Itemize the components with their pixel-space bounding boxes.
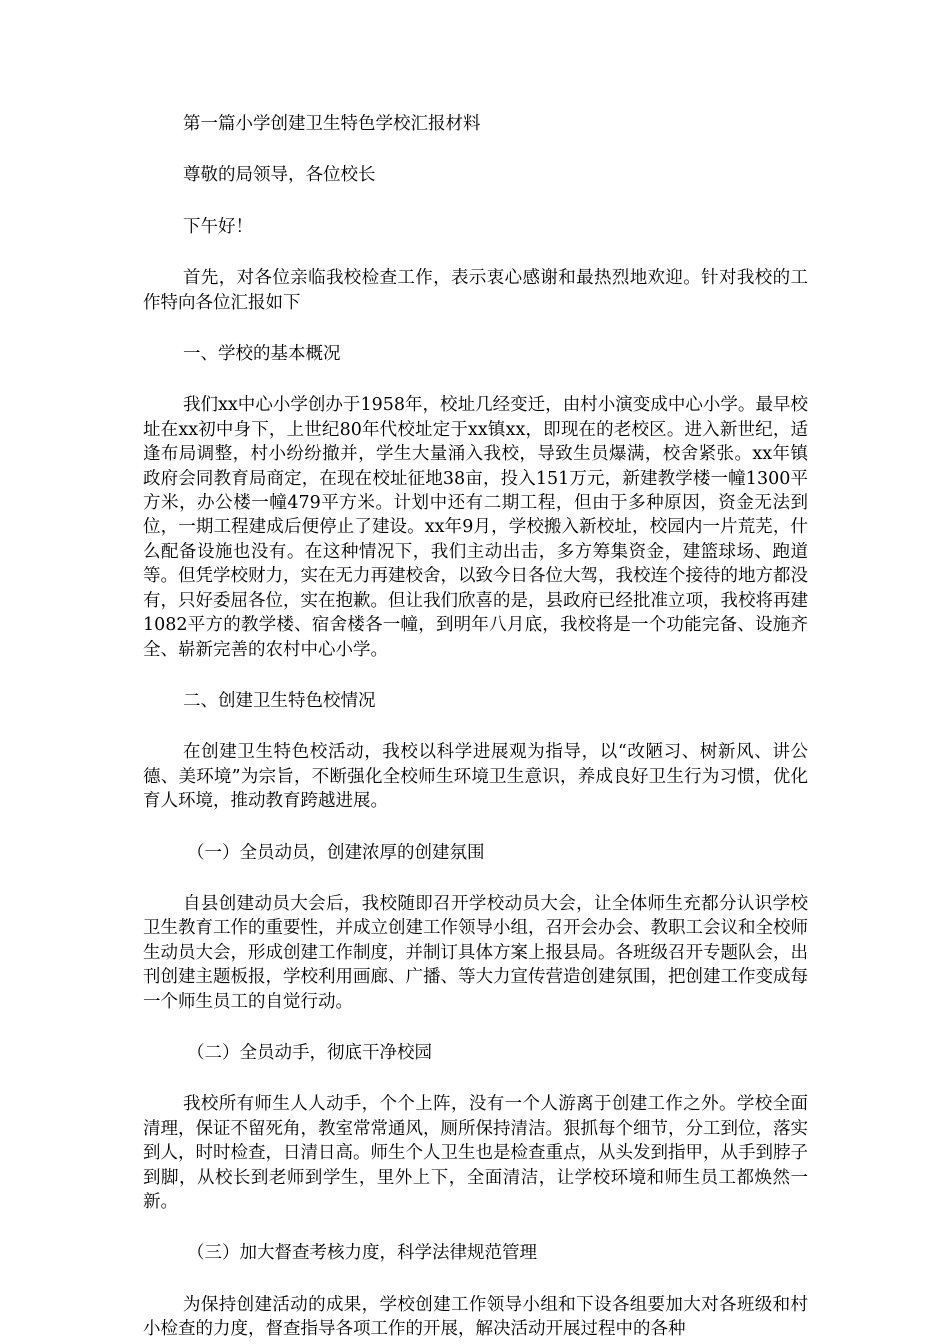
document-page (143, 112, 808, 1342)
subsection-body-mobilization: 自县创建动员大会后，我校随即召开学校动员大会，让全体师生充都分认识学校卫生教育工作的重要性，并成立创建工作领导小组，召开会办会、教职工会议和全校师生动员大会，形成创建工作制度，并制订具体方案上报县局。各班级召开专题队会，出刊创建主题板报，学校利用画廊、广播、等大力宣传营造创建氛围，把创建工作变成每一个师生员工的自觉行动。 (143, 893, 808, 1012)
subsection-heading-supervision: （三）加大督查考核力度，科学法律规范管理 (187, 1243, 537, 1264)
section-body-hygiene-school: 在创建卫生特色校活动，我校以科学进展观为指导，以“改陋习、树新风、讲公德、美环境”为宗旨，不断强化全校师生环境卫生意识，养成良好卫生行为习惯，优化育人环境，推动教育跨越进展。 (143, 742, 808, 812)
subsection-body-cleaning: 我校所有师生人人动手，个个上阵，没有一个人游离于创建工作之外。学校全面清理，保证不留死角，教室常常通风，厕所保持清洁。狠抓每个细节，分工到位，落实到人，时时检查，日清日高。师生个人卫生也是检查重点，从头发到指甲，从手到脖子到脚，从校长到老师到学生，里外上下，全面清洁，让学校环境和师生员工都焕然一新。 (143, 1094, 808, 1212)
salutation: 尊敬的局领导，各位校长 (183, 165, 376, 186)
document-title: 第一篇小学创建卫生特色学校汇报材料 (183, 114, 481, 134)
section-body-basic-overview: 我们xx中心小学创办于1958年，校址几经变迁，由村小演变成中心小学。最早校址在xx初中身下，上世纪80年代校址定于xx镇xx，即现在的老校区。进入新世纪，适逢布局调整，村小纷纷撤并，学生大量涌入我校，导致生员爆满，校舍紧张。xx年镇政府会同教育局商定，在现在校址征地38亩，投入151万元，新建教学楼一幢1300平方米，办公楼一幢479平方米。计划中还有二期工程，但由于多种原因，资金无法到位，一期工程建成后便停止了建设。xx年9月，学校搬入新校址，校园内一片荒芜，什么配备设施也没有。在这种情况下，我们主动出击，多方筹集资金，建篮球场、跑道等。但凭学校财力，实在无力再建校舍，以致今日各位大驾，我校连个接待的地方都没有，只好委屈各位，实在抱歉。但让我们欣喜的是，县政府已经批准立项，我校将再建1082平方的教学楼、宿舍楼各一幢，到明年八月底，我校将是一个功能完备、设施齐全、崭新完善的农村中心小学。 (143, 395, 808, 660)
subsection-body-supervision: 为保持创建活动的成果，学校创建工作领导小组和下设各组要加大对各班级和村小检查的力度，督查指导各项工作的开展，解决活动开展过程中的各种 (143, 1294, 808, 1340)
greeting: 下午好！ (183, 216, 253, 237)
section-heading-basic-overview: 一、学校的基本概况 (183, 344, 341, 365)
subsection-heading-mobilization: （一）全员动员，创建浓厚的创建氛围 (187, 842, 485, 863)
subsection-heading-cleaning: （二）全员动手，彻底干净校园 (187, 1042, 432, 1063)
section-heading-hygiene-school: 二、创建卫生特色校情况 (183, 690, 376, 711)
intro-paragraph: 首先，对各位亲临我校检查工作，表示衷心感谢和最热烈地欢迎。针对我校的工作特向各位汇报如下 (143, 268, 808, 313)
